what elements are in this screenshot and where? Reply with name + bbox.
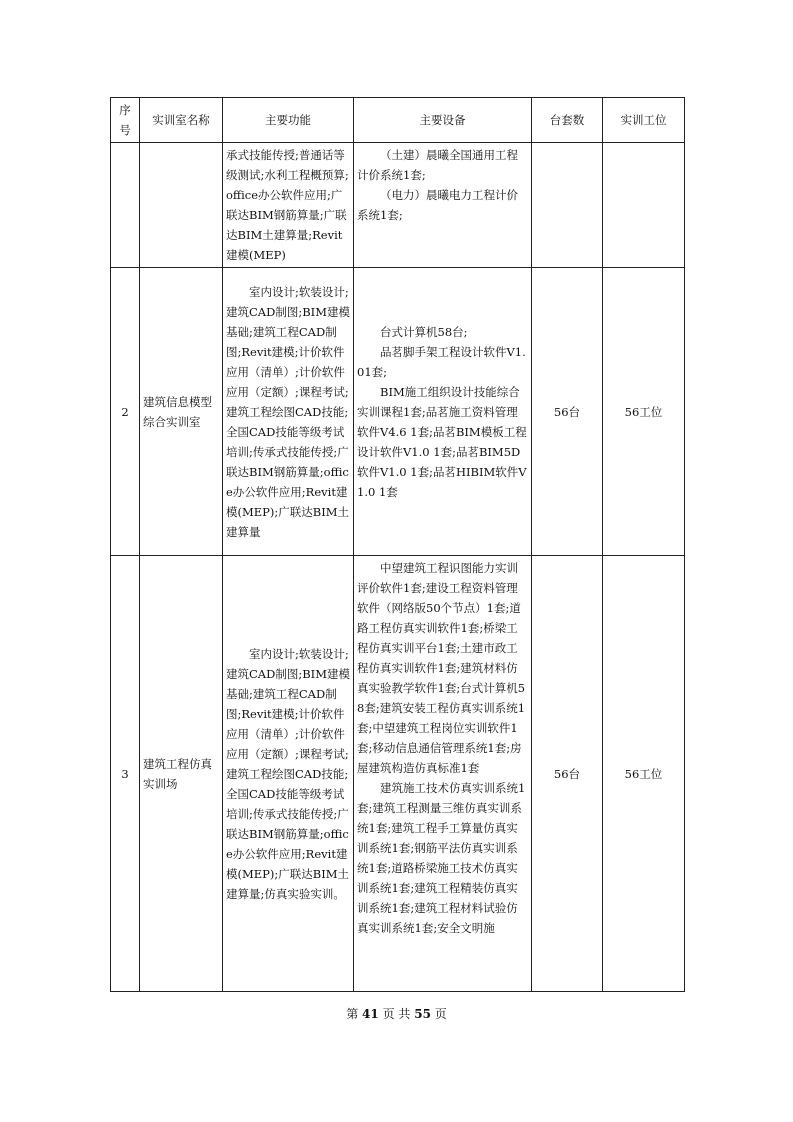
row-sets: 56台 xyxy=(532,268,603,556)
table-header-row xyxy=(111,98,685,143)
header-function: 主要功能 xyxy=(223,98,354,143)
footer-prefix: 第 xyxy=(346,1007,359,1021)
footer-middle: 页 共 xyxy=(382,1007,411,1021)
row-name: 建筑工程仿真实训场 xyxy=(140,556,223,992)
equipment-table xyxy=(110,97,685,992)
row-name: 建筑信息模型综合实训室 xyxy=(140,268,223,556)
row-equipment xyxy=(354,268,532,556)
equipment-line: 品茗脚手架工程设计软件V1.01套; xyxy=(357,344,526,379)
row-no xyxy=(111,143,140,268)
table-row xyxy=(111,268,685,556)
header-stations: 实训工位 xyxy=(603,98,685,143)
row-function xyxy=(223,143,354,268)
row-function xyxy=(223,268,354,556)
row-stations: 56工位 xyxy=(603,556,685,992)
row-equipment xyxy=(354,143,532,268)
equipment-line: 中望建筑工程识图能力实训评价软件1套;建设工程资料管理软件（网络版50个节点）1套;道路工程仿真实训软件1套;桥梁工程仿真实训平台1套;土建市政工程仿真实训软件1套;建筑材料仿真实验教学软件1套;台式计算机58套;建筑安装工程仿真实训系统1套;中望建筑工程岗位实训软件1套;移动信息通信管理系统1套;房屋建筑构造仿真标准1套 xyxy=(357,561,526,775)
function-text: 室内设计;软装设计;建筑CAD制图;BIM建模基础;建筑工程CAD制图;Revit建模;计价软件应用（清单）;计价软件应用（定额）;课程考试;建筑工程绘图CAD技能;全国CAD技能等级考试培训;传承式技能传授;广联达BIM钢筋算量;office办公软件应用;Revit建模(MEP);广联达BIM土建算量;仿真实验实训。 xyxy=(226,646,350,901)
header-name: 实训室名称 xyxy=(140,98,223,143)
equipment-line: BIM施工组织设计技能综合实训课程1套;品茗施工资料管理软件V4.6 1套;品茗BIM模板工程设计软件V1.0 1套;品茗BIM5D软件V1.0 1套;品茗HIBIM软件V1.0 1套 xyxy=(357,384,527,499)
row-sets: 56台 xyxy=(532,556,603,992)
row-stations xyxy=(603,143,685,268)
function-text: 承式技能传授;普通话等级测试;水利工程概预算;office办公软件应用;广联达BIM钢筋算量;广联达BIM土建算量;Revit建模(MEP) xyxy=(226,148,349,262)
header-no: 序号 xyxy=(111,98,140,143)
equipment-line: （土建）晨曦全国通用工程计价系统1套; xyxy=(357,148,518,182)
header-equipment: 主要设备 xyxy=(354,98,532,143)
row-no: 2 xyxy=(111,268,140,556)
function-text: 室内设计;软装设计;建筑CAD制图;BIM建模基础;建筑工程CAD制图;Revit建模;计价软件应用（清单）;计价软件应用（定额）;课程考试;建筑工程绘图CAD技能;全国CAD技能等级考试培训;传承式技能传授;广联达BIM钢筋算量;office办公软件应用;Revit建模(MEP);广联达BIM土建算量 xyxy=(226,284,350,539)
row-equipment xyxy=(354,556,532,992)
equipment-line: 建筑施工技术仿真实训系统1套;建筑工程测量三维仿真实训系统1套;建筑工程手工算量仿真实训系统1套;钢筋平法仿真实训系统1套;道路桥梁施工技术仿真实训系统1套;建筑工程精装仿真实训系统1套;建筑工程材料试验仿真实训系统1套;安全文明施 xyxy=(357,781,526,935)
table-row xyxy=(111,556,685,992)
footer-total-pages: 55 xyxy=(414,1007,431,1021)
footer-suffix: 页 xyxy=(434,1007,447,1021)
row-stations: 56工位 xyxy=(603,268,685,556)
equipment-line: （电力）晨曦电力工程计价系统1套; xyxy=(357,188,518,222)
page-footer xyxy=(0,1005,793,1022)
table-row xyxy=(111,143,685,268)
row-name xyxy=(140,143,223,268)
row-no: 3 xyxy=(111,556,140,992)
row-function xyxy=(223,556,354,992)
row-sets xyxy=(532,143,603,268)
footer-page-number: 41 xyxy=(362,1007,379,1021)
equipment-line: 台式计算机58台; xyxy=(380,324,468,339)
header-sets: 台套数 xyxy=(532,98,603,143)
